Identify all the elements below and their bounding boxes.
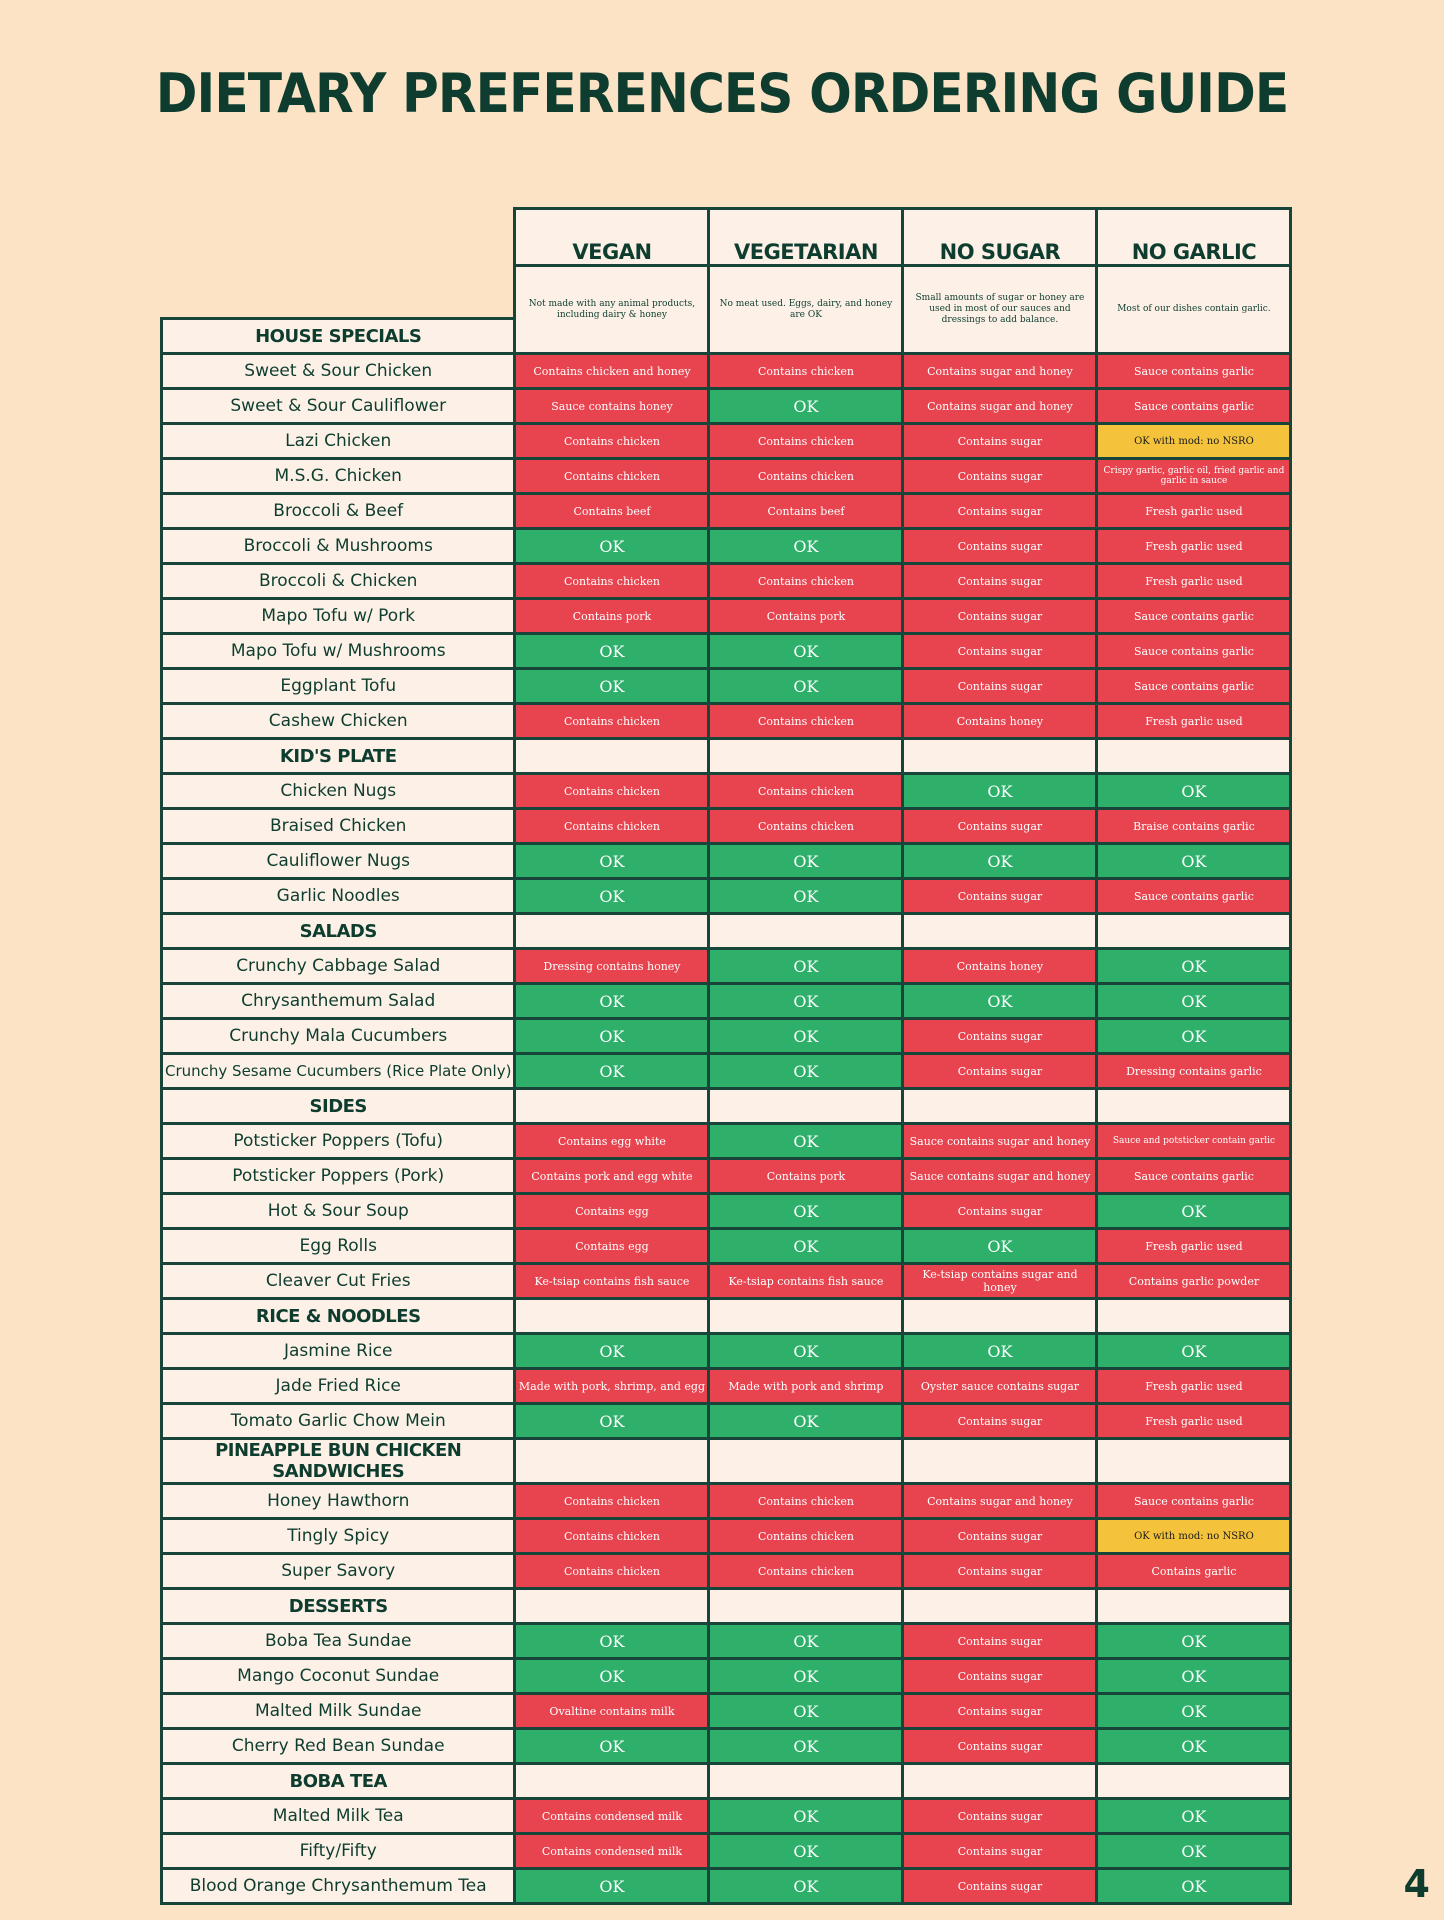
menu-item-name: Cherry Red Bean Sundae (162, 1729, 515, 1764)
column-header-row (162, 209, 1291, 266)
section-empty-cell (515, 1589, 709, 1624)
status-cell-vegan: Contains pork and egg white (515, 1159, 709, 1194)
section-row (162, 1764, 1291, 1799)
status-cell-no-sugar: Contains sugar (903, 1694, 1097, 1729)
status-cell-no-sugar: Contains sugar (903, 1624, 1097, 1659)
status-cell-no-garlic: Sauce contains garlic (1097, 634, 1291, 669)
section-row (162, 914, 1291, 949)
status-cell-no-garlic: OK (1097, 1799, 1291, 1834)
status-cell-vegetarian: Contains beef (709, 494, 903, 529)
status-cell-no-sugar: Contains sugar (903, 669, 1097, 704)
menu-item-name: Super Savory (162, 1554, 515, 1589)
menu-item-name: Lazi Chicken (162, 424, 515, 459)
corner-blank (162, 209, 515, 266)
menu-item-name: Chicken Nugs (162, 774, 515, 809)
status-cell-no-garlic: OK (1097, 774, 1291, 809)
menu-item-name: Blood Orange Chrysanthemum Tea (162, 1869, 515, 1904)
section-empty-cell (903, 1089, 1097, 1124)
menu-item-row (162, 1799, 1291, 1834)
col-desc-vegetarian: No meat used. Eggs, dairy, and honey are OK (709, 266, 903, 354)
menu-item-row (162, 949, 1291, 984)
section-title: SIDES (162, 1089, 515, 1124)
menu-item-row (162, 1054, 1291, 1089)
menu-item-row (162, 459, 1291, 494)
menu-item-row (162, 1834, 1291, 1869)
menu-item-row (162, 389, 1291, 424)
status-cell-vegan: OK (515, 529, 709, 564)
status-cell-vegetarian: OK (709, 1229, 903, 1264)
menu-item-row (162, 494, 1291, 529)
menu-item-name: Broccoli & Beef (162, 494, 515, 529)
status-cell-vegetarian: OK (709, 1834, 903, 1869)
status-cell-vegetarian: Contains chicken (709, 459, 903, 494)
section-empty-cell (903, 1589, 1097, 1624)
status-cell-no-garlic: Fresh garlic used (1097, 494, 1291, 529)
menu-item-row (162, 1624, 1291, 1659)
status-cell-no-garlic: Sauce contains garlic (1097, 1484, 1291, 1519)
status-cell-vegetarian: Contains chicken (709, 704, 903, 739)
menu-item-row (162, 1484, 1291, 1519)
status-cell-no-garlic: OK (1097, 1194, 1291, 1229)
status-cell-vegan: Contains chicken (515, 564, 709, 599)
status-cell-vegan: Contains egg white (515, 1124, 709, 1159)
menu-item-name: Sweet & Sour Chicken (162, 354, 515, 389)
page-title: DIETARY PREFERENCES ORDERING GUIDE (155, 62, 1289, 125)
section-empty-cell (1097, 1764, 1291, 1799)
section-empty-cell (903, 1439, 1097, 1484)
status-cell-no-garlic: OK (1097, 1729, 1291, 1764)
status-cell-no-garlic: Sauce and potsticker contain garlic (1097, 1124, 1291, 1159)
menu-item-name: Fifty/Fifty (162, 1834, 515, 1869)
status-cell-no-sugar: Contains sugar (903, 634, 1097, 669)
status-cell-vegan: Contains chicken (515, 1554, 709, 1589)
status-cell-no-garlic: OK (1097, 1334, 1291, 1369)
status-cell-vegetarian: OK (709, 1194, 903, 1229)
status-cell-vegan: Dressing contains honey (515, 949, 709, 984)
status-cell-no-sugar: Contains sugar (903, 529, 1097, 564)
menu-item-row (162, 1334, 1291, 1369)
col-desc-no-garlic: Most of our dishes contain garlic. (1097, 266, 1291, 354)
status-cell-vegetarian: OK (709, 1404, 903, 1439)
status-cell-no-garlic: Fresh garlic used (1097, 529, 1291, 564)
status-cell-vegan: Sauce contains honey (515, 389, 709, 424)
status-cell-vegetarian: OK (709, 844, 903, 879)
section-empty-cell (709, 1439, 903, 1484)
status-cell-vegan: OK (515, 1404, 709, 1439)
section-empty-cell (1097, 1299, 1291, 1334)
status-cell-no-garlic: Fresh garlic used (1097, 1369, 1291, 1404)
status-cell-vegetarian: Contains chicken (709, 809, 903, 844)
section-empty-cell (903, 739, 1097, 774)
status-cell-no-sugar: Contains sugar (903, 1519, 1097, 1554)
menu-item-name: Broccoli & Chicken (162, 564, 515, 599)
status-cell-no-garlic: Fresh garlic used (1097, 704, 1291, 739)
status-cell-vegan: Ke-tsiap contains fish sauce (515, 1264, 709, 1299)
menu-item-row (162, 424, 1291, 459)
status-cell-vegan: Contains chicken (515, 1484, 709, 1519)
menu-item-row (162, 984, 1291, 1019)
status-cell-no-sugar: Contains sugar (903, 424, 1097, 459)
status-cell-vegan: Contains pork (515, 599, 709, 634)
status-cell-no-garlic: OK with mod: no NSRO (1097, 1519, 1291, 1554)
status-cell-vegetarian: Contains pork (709, 599, 903, 634)
section-empty-cell (515, 1299, 709, 1334)
status-cell-no-sugar: Contains honey (903, 704, 1097, 739)
section-empty-cell (709, 739, 903, 774)
status-cell-no-garlic: Contains garlic (1097, 1554, 1291, 1589)
menu-item-row (162, 1194, 1291, 1229)
menu-item-row (162, 634, 1291, 669)
status-cell-no-garlic: OK (1097, 1019, 1291, 1054)
section-row (162, 1089, 1291, 1124)
status-cell-no-garlic: OK (1097, 1659, 1291, 1694)
status-cell-vegan: OK (515, 844, 709, 879)
section-empty-cell (1097, 1089, 1291, 1124)
status-cell-vegetarian: OK (709, 949, 903, 984)
section-title: HOUSE SPECIALS (162, 319, 515, 354)
section-empty-cell (1097, 739, 1291, 774)
menu-item-row (162, 564, 1291, 599)
status-cell-vegetarian: Contains chicken (709, 1484, 903, 1519)
menu-item-name: Crunchy Mala Cucumbers (162, 1019, 515, 1054)
status-cell-no-sugar: Contains sugar (903, 459, 1097, 494)
section-title: BOBA TEA (162, 1764, 515, 1799)
status-cell-vegan: OK (515, 1624, 709, 1659)
section-row (162, 1439, 1291, 1484)
menu-item-name: Honey Hawthorn (162, 1484, 515, 1519)
corner-blank (162, 266, 515, 319)
status-cell-no-sugar: OK (903, 1334, 1097, 1369)
menu-item-row (162, 1264, 1291, 1299)
section-empty-cell (515, 739, 709, 774)
section-row (162, 1589, 1291, 1624)
status-cell-vegan: OK (515, 1659, 709, 1694)
status-cell-no-sugar: Contains sugar (903, 1659, 1097, 1694)
status-cell-no-garlic: Crispy garlic, garlic oil, fried garlic and garlic in sauce (1097, 459, 1291, 494)
section-empty-cell (1097, 1589, 1291, 1624)
status-cell-no-garlic: OK (1097, 1624, 1291, 1659)
menu-item-name: Tingly Spicy (162, 1519, 515, 1554)
menu-item-name: Tomato Garlic Chow Mein (162, 1404, 515, 1439)
menu-item-row (162, 1729, 1291, 1764)
status-cell-vegetarian: OK (709, 1799, 903, 1834)
status-cell-vegan: Contains chicken (515, 774, 709, 809)
status-cell-no-garlic: Sauce contains garlic (1097, 1159, 1291, 1194)
section-title: SALADS (162, 914, 515, 949)
status-cell-vegetarian: OK (709, 984, 903, 1019)
section-empty-cell (515, 914, 709, 949)
menu-item-name: Eggplant Tofu (162, 669, 515, 704)
col-desc-vegan: Not made with any animal products, including dairy & honey (515, 266, 709, 354)
section-title: KID'S PLATE (162, 739, 515, 774)
col-header-vegan: VEGAN (515, 209, 709, 266)
menu-item-name: Jade Fried Rice (162, 1369, 515, 1404)
menu-item-row (162, 1659, 1291, 1694)
menu-item-name: Crunchy Cabbage Salad (162, 949, 515, 984)
status-cell-vegan: OK (515, 634, 709, 669)
menu-item-row (162, 1229, 1291, 1264)
status-cell-no-sugar: Contains sugar (903, 1799, 1097, 1834)
menu-item-name: Cauliflower Nugs (162, 844, 515, 879)
status-cell-vegetarian: Contains chicken (709, 564, 903, 599)
status-cell-no-sugar: Sauce contains sugar and honey (903, 1124, 1097, 1159)
status-cell-vegetarian: Contains chicken (709, 424, 903, 459)
status-cell-vegan: Made with pork, shrimp, and egg (515, 1369, 709, 1404)
menu-item-name: Crunchy Sesame Cucumbers (Rice Plate Only) (162, 1054, 515, 1089)
status-cell-vegetarian: OK (709, 1659, 903, 1694)
status-cell-no-garlic: OK (1097, 1869, 1291, 1904)
menu-item-row (162, 1869, 1291, 1904)
status-cell-vegetarian: OK (709, 1869, 903, 1904)
menu-item-name: Mapo Tofu w/ Mushrooms (162, 634, 515, 669)
status-cell-no-sugar: Contains sugar (903, 809, 1097, 844)
status-cell-no-sugar: Contains sugar (903, 879, 1097, 914)
menu-item-row (162, 669, 1291, 704)
menu-item-name: Chrysanthemum Salad (162, 984, 515, 1019)
status-cell-vegetarian: OK (709, 634, 903, 669)
status-cell-vegetarian: Contains pork (709, 1159, 903, 1194)
section-empty-cell (515, 1089, 709, 1124)
status-cell-no-sugar: Contains sugar (903, 1054, 1097, 1089)
status-cell-no-garlic: Sauce contains garlic (1097, 879, 1291, 914)
section-empty-cell (515, 1439, 709, 1484)
status-cell-no-sugar: Contains sugar (903, 1194, 1097, 1229)
status-cell-no-sugar: Ke-tsiap contains sugar and honey (903, 1264, 1097, 1299)
menu-item-row (162, 1554, 1291, 1589)
menu-item-name: Mango Coconut Sundae (162, 1659, 515, 1694)
menu-item-row (162, 844, 1291, 879)
status-cell-vegetarian: OK (709, 1054, 903, 1089)
menu-item-name: Malted Milk Tea (162, 1799, 515, 1834)
menu-item-row (162, 774, 1291, 809)
status-cell-no-garlic: Sauce contains garlic (1097, 354, 1291, 389)
status-cell-vegetarian: Contains chicken (709, 354, 903, 389)
status-cell-vegan: OK (515, 1869, 709, 1904)
status-cell-no-sugar: OK (903, 984, 1097, 1019)
status-cell-no-sugar: OK (903, 844, 1097, 879)
status-cell-vegan: Contains condensed milk (515, 1799, 709, 1834)
menu-item-row (162, 1019, 1291, 1054)
status-cell-no-garlic: Fresh garlic used (1097, 1229, 1291, 1264)
menu-item-row (162, 1124, 1291, 1159)
status-cell-no-garlic: Sauce contains garlic (1097, 389, 1291, 424)
status-cell-no-sugar: Contains sugar (903, 494, 1097, 529)
status-cell-vegetarian: OK (709, 1019, 903, 1054)
page-number: 4 (1403, 1862, 1430, 1906)
status-cell-vegetarian: OK (709, 1729, 903, 1764)
col-header-no-garlic: NO GARLIC (1097, 209, 1291, 266)
status-cell-no-sugar: Contains sugar (903, 564, 1097, 599)
menu-item-name: Boba Tea Sundae (162, 1624, 515, 1659)
status-cell-vegan: OK (515, 1729, 709, 1764)
menu-item-row (162, 1404, 1291, 1439)
menu-item-name: Potsticker Poppers (Tofu) (162, 1124, 515, 1159)
status-cell-no-garlic: Sauce contains garlic (1097, 599, 1291, 634)
status-cell-vegan: OK (515, 879, 709, 914)
menu-item-name: Sweet & Sour Cauliflower (162, 389, 515, 424)
menu-item-row (162, 1519, 1291, 1554)
menu-item-name: Hot & Sour Soup (162, 1194, 515, 1229)
menu-item-name: M.S.G. Chicken (162, 459, 515, 494)
status-cell-no-garlic: OK (1097, 949, 1291, 984)
status-cell-no-garlic: Dressing contains garlic (1097, 1054, 1291, 1089)
status-cell-vegetarian: OK (709, 1624, 903, 1659)
status-cell-no-sugar: Contains honey (903, 949, 1097, 984)
status-cell-vegetarian: Ke-tsiap contains fish sauce (709, 1264, 903, 1299)
status-cell-no-sugar: Contains sugar (903, 1019, 1097, 1054)
menu-item-name: Cashew Chicken (162, 704, 515, 739)
menu-item-name: Malted Milk Sundae (162, 1694, 515, 1729)
status-cell-no-garlic: Fresh garlic used (1097, 564, 1291, 599)
status-cell-vegan: OK (515, 669, 709, 704)
column-desc-row-top (162, 266, 1291, 319)
menu-item-name: Braised Chicken (162, 809, 515, 844)
col-header-vegetarian: VEGETARIAN (709, 209, 903, 266)
status-cell-no-sugar: Contains sugar (903, 1554, 1097, 1589)
status-cell-no-sugar: Contains sugar (903, 1404, 1097, 1439)
menu-item-row (162, 599, 1291, 634)
status-cell-vegan: OK (515, 1334, 709, 1369)
status-cell-no-garlic: Contains garlic powder (1097, 1264, 1291, 1299)
menu-item-row (162, 879, 1291, 914)
status-cell-no-sugar: Contains sugar (903, 1869, 1097, 1904)
section-empty-cell (709, 1589, 903, 1624)
menu-item-row (162, 1159, 1291, 1194)
status-cell-vegan: Contains beef (515, 494, 709, 529)
status-cell-vegan: Contains egg (515, 1194, 709, 1229)
menu-item-row (162, 529, 1291, 564)
status-cell-no-garlic: OK (1097, 984, 1291, 1019)
status-cell-vegetarian: OK (709, 1694, 903, 1729)
status-cell-no-sugar: Contains sugar (903, 599, 1097, 634)
grid-body (162, 209, 1291, 1904)
status-cell-vegan: OK (515, 1019, 709, 1054)
status-cell-vegan: Contains chicken (515, 424, 709, 459)
section-empty-cell (1097, 1439, 1291, 1484)
section-empty-cell (709, 1089, 903, 1124)
menu-item-row (162, 1694, 1291, 1729)
status-cell-vegan: Contains chicken (515, 459, 709, 494)
status-cell-vegetarian: Contains chicken (709, 1519, 903, 1554)
menu-item-name: Jasmine Rice (162, 1334, 515, 1369)
dietary-grid (160, 207, 1292, 1905)
status-cell-no-sugar: Oyster sauce contains sugar (903, 1369, 1097, 1404)
section-empty-cell (903, 914, 1097, 949)
status-cell-vegetarian: OK (709, 1124, 903, 1159)
menu-item-name: Broccoli & Mushrooms (162, 529, 515, 564)
status-cell-vegan: OK (515, 1054, 709, 1089)
col-header-no-sugar: NO SUGAR (903, 209, 1097, 266)
status-cell-vegan: Contains chicken and honey (515, 354, 709, 389)
status-cell-vegan: Contains chicken (515, 1519, 709, 1554)
status-cell-vegetarian: OK (709, 529, 903, 564)
status-cell-no-garlic: OK (1097, 1834, 1291, 1869)
status-cell-no-garlic: Sauce contains garlic (1097, 669, 1291, 704)
status-cell-no-sugar: Sauce contains sugar and honey (903, 1159, 1097, 1194)
menu-item-name: Cleaver Cut Fries (162, 1264, 515, 1299)
col-desc-no-sugar: Small amounts of sugar or honey are used in most of our sauces and dressings to add balance. (903, 266, 1097, 354)
section-title: PINEAPPLE BUN CHICKEN SANDWICHES (162, 1439, 515, 1484)
status-cell-vegan: Ovaltine contains milk (515, 1694, 709, 1729)
section-empty-cell (903, 1299, 1097, 1334)
menu-item-name: Egg Rolls (162, 1229, 515, 1264)
status-cell-no-garlic: OK (1097, 1694, 1291, 1729)
menu-item-row (162, 1369, 1291, 1404)
status-cell-vegetarian: Contains chicken (709, 1554, 903, 1589)
status-cell-vegetarian: OK (709, 879, 903, 914)
status-cell-no-sugar: Contains sugar (903, 1729, 1097, 1764)
status-cell-vegan: OK (515, 984, 709, 1019)
status-cell-no-garlic: OK (1097, 844, 1291, 879)
status-cell-no-garlic: Fresh garlic used (1097, 1404, 1291, 1439)
menu-item-row (162, 354, 1291, 389)
status-cell-no-sugar: OK (903, 1229, 1097, 1264)
status-cell-no-garlic: Braise contains garlic (1097, 809, 1291, 844)
status-cell-no-garlic: OK with mod: no NSRO (1097, 424, 1291, 459)
section-empty-cell (709, 914, 903, 949)
section-row (162, 1299, 1291, 1334)
menu-item-row (162, 809, 1291, 844)
status-cell-vegetarian: Made with pork and shrimp (709, 1369, 903, 1404)
section-title: RICE & NOODLES (162, 1299, 515, 1334)
status-cell-vegan: Contains condensed milk (515, 1834, 709, 1869)
menu-item-name: Mapo Tofu w/ Pork (162, 599, 515, 634)
menu-item-name: Potsticker Poppers (Pork) (162, 1159, 515, 1194)
section-title: DESSERTS (162, 1589, 515, 1624)
menu-item-name: Garlic Noodles (162, 879, 515, 914)
status-cell-vegan: Contains chicken (515, 809, 709, 844)
status-cell-no-sugar: Contains sugar (903, 1834, 1097, 1869)
status-cell-vegetarian: Contains chicken (709, 774, 903, 809)
status-cell-vegan: Contains chicken (515, 704, 709, 739)
status-cell-no-sugar: Contains sugar and honey (903, 1484, 1097, 1519)
section-empty-cell (1097, 914, 1291, 949)
status-cell-vegetarian: OK (709, 389, 903, 424)
section-row (162, 739, 1291, 774)
section-empty-cell (903, 1764, 1097, 1799)
section-empty-cell (709, 1764, 903, 1799)
status-cell-no-sugar: Contains sugar and honey (903, 389, 1097, 424)
status-cell-vegetarian: OK (709, 669, 903, 704)
status-cell-vegan: Contains egg (515, 1229, 709, 1264)
section-empty-cell (515, 1764, 709, 1799)
status-cell-vegetarian: OK (709, 1334, 903, 1369)
status-cell-no-sugar: Contains sugar and honey (903, 354, 1097, 389)
status-cell-no-sugar: OK (903, 774, 1097, 809)
section-empty-cell (709, 1299, 903, 1334)
menu-item-row (162, 704, 1291, 739)
